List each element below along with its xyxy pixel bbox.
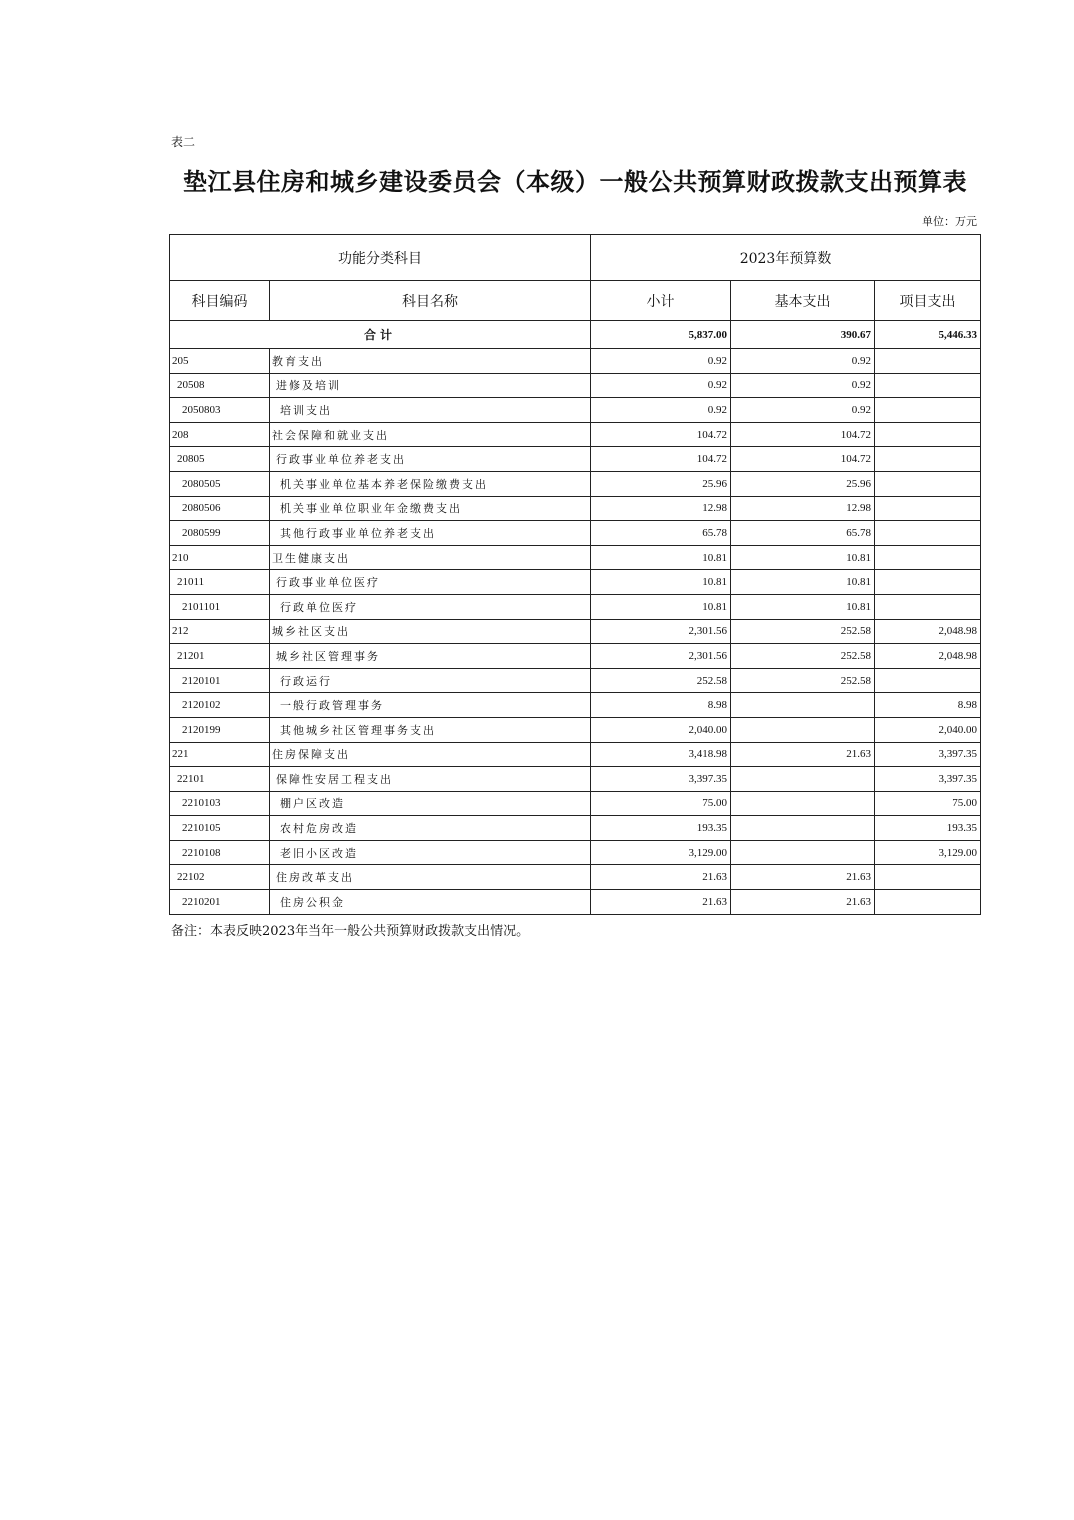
cell-name: 行政事业单位医疗 — [270, 570, 591, 595]
cell-project — [875, 521, 981, 546]
cell-project — [875, 594, 981, 619]
cell-subtotal: 10.81 — [591, 545, 731, 570]
budget-table — [169, 234, 981, 915]
cell-basic: 12.98 — [731, 496, 875, 521]
cell-code: 210 — [170, 545, 270, 570]
cell-name: 保障性安居工程支出 — [270, 767, 591, 792]
table-row — [170, 471, 981, 496]
cell-project — [875, 890, 981, 915]
cell-basic: 104.72 — [731, 447, 875, 472]
table-number-label: 表二 — [171, 135, 196, 149]
table-row — [170, 693, 981, 718]
header-category: 功能分类科目 — [170, 235, 591, 281]
cell-project — [875, 545, 981, 570]
cell-basic — [731, 816, 875, 841]
cell-project: 3,397.35 — [875, 742, 981, 767]
cell-project — [875, 349, 981, 374]
cell-name: 行政单位医疗 — [270, 594, 591, 619]
cell-subtotal: 75.00 — [591, 791, 731, 816]
cell-code: 2210103 — [170, 791, 270, 816]
cell-code: 2210108 — [170, 840, 270, 865]
table-row — [170, 447, 981, 472]
table-row — [170, 742, 981, 767]
table-row — [170, 594, 981, 619]
table-row — [170, 373, 981, 398]
cell-basic: 65.78 — [731, 521, 875, 546]
cell-project — [875, 373, 981, 398]
cell-name: 住房保障支出 — [270, 742, 591, 767]
cell-subtotal: 252.58 — [591, 668, 731, 693]
cell-name: 教育支出 — [270, 349, 591, 374]
cell-basic: 104.72 — [731, 422, 875, 447]
cell-project: 2,040.00 — [875, 717, 981, 742]
cell-code: 2120102 — [170, 693, 270, 718]
total-row — [170, 321, 981, 349]
cell-project — [875, 668, 981, 693]
header-budget-year: 2023年预算数 — [591, 235, 981, 281]
cell-subtotal: 2,301.56 — [591, 644, 731, 669]
unit-label: 单位：万元 — [922, 215, 977, 228]
cell-subtotal: 10.81 — [591, 594, 731, 619]
cell-code: 2080505 — [170, 471, 270, 496]
table-row — [170, 398, 981, 423]
cell-code: 2210201 — [170, 890, 270, 915]
cell-subtotal: 10.81 — [591, 570, 731, 595]
cell-name: 社会保障和就业支出 — [270, 422, 591, 447]
header-subtotal: 小计 — [591, 281, 731, 321]
table-row — [170, 496, 981, 521]
cell-subtotal: 0.92 — [591, 373, 731, 398]
cell-subtotal: 2,301.56 — [591, 619, 731, 644]
cell-project — [875, 422, 981, 447]
cell-name: 一般行政管理事务 — [270, 693, 591, 718]
cell-subtotal: 65.78 — [591, 521, 731, 546]
cell-name: 住房改革支出 — [270, 865, 591, 890]
table-row — [170, 619, 981, 644]
cell-subtotal: 104.72 — [591, 447, 731, 472]
remark-note: 备注：本表反映2023年当年一般公共预算财政拨款支出情况。 — [171, 924, 530, 939]
table-row — [170, 767, 981, 792]
table-row — [170, 545, 981, 570]
cell-name: 其他行政事业单位养老支出 — [270, 521, 591, 546]
cell-code: 221 — [170, 742, 270, 767]
cell-code: 2120101 — [170, 668, 270, 693]
cell-name: 住房公积金 — [270, 890, 591, 915]
cell-subtotal: 25.96 — [591, 471, 731, 496]
cell-project — [875, 471, 981, 496]
cell-code: 2080599 — [170, 521, 270, 546]
header-project: 项目支出 — [875, 281, 981, 321]
cell-code: 208 — [170, 422, 270, 447]
table-row — [170, 521, 981, 546]
cell-code: 22101 — [170, 767, 270, 792]
cell-subtotal: 8.98 — [591, 693, 731, 718]
cell-basic: 252.58 — [731, 644, 875, 669]
cell-name: 城乡社区管理事务 — [270, 644, 591, 669]
cell-subtotal: 3,129.00 — [591, 840, 731, 865]
cell-code: 2120199 — [170, 717, 270, 742]
table-row — [170, 570, 981, 595]
cell-code: 21201 — [170, 644, 270, 669]
cell-subtotal: 3,397.35 — [591, 767, 731, 792]
table-row — [170, 644, 981, 669]
table-row — [170, 422, 981, 447]
header-code: 科目编码 — [170, 281, 270, 321]
table-row — [170, 791, 981, 816]
cell-name: 机关事业单位职业年金缴费支出 — [270, 496, 591, 521]
cell-code: 2210105 — [170, 816, 270, 841]
table-row — [170, 816, 981, 841]
total-label: 合计 — [170, 321, 591, 349]
cell-basic: 21.63 — [731, 865, 875, 890]
cell-basic: 252.58 — [731, 668, 875, 693]
cell-project: 193.35 — [875, 816, 981, 841]
cell-code: 2080506 — [170, 496, 270, 521]
cell-subtotal: 12.98 — [591, 496, 731, 521]
cell-name: 其他城乡社区管理事务支出 — [270, 717, 591, 742]
cell-name: 培训支出 — [270, 398, 591, 423]
cell-subtotal: 0.92 — [591, 398, 731, 423]
cell-name: 行政事业单位养老支出 — [270, 447, 591, 472]
cell-subtotal: 0.92 — [591, 349, 731, 374]
cell-project: 8.98 — [875, 693, 981, 718]
cell-project — [875, 570, 981, 595]
cell-basic: 0.92 — [731, 349, 875, 374]
cell-code: 20508 — [170, 373, 270, 398]
cell-project: 3,397.35 — [875, 767, 981, 792]
cell-project: 2,048.98 — [875, 644, 981, 669]
cell-code: 20805 — [170, 447, 270, 472]
cell-project: 2,048.98 — [875, 619, 981, 644]
cell-code: 205 — [170, 349, 270, 374]
cell-basic — [731, 767, 875, 792]
cell-basic: 252.58 — [731, 619, 875, 644]
cell-basic — [731, 840, 875, 865]
total-project: 5,446.33 — [875, 321, 981, 349]
table-row — [170, 865, 981, 890]
cell-basic: 0.92 — [731, 398, 875, 423]
cell-subtotal: 21.63 — [591, 865, 731, 890]
page-title: 垫江县住房和城乡建设委员会（本级）一般公共预算财政拨款支出预算表 — [183, 167, 967, 196]
total-basic: 390.67 — [731, 321, 875, 349]
cell-code: 2101101 — [170, 594, 270, 619]
cell-basic: 21.63 — [731, 742, 875, 767]
cell-subtotal: 21.63 — [591, 890, 731, 915]
cell-subtotal: 2,040.00 — [591, 717, 731, 742]
cell-name: 机关事业单位基本养老保险缴费支出 — [270, 471, 591, 496]
cell-project — [875, 496, 981, 521]
cell-name: 卫生健康支出 — [270, 545, 591, 570]
cell-project — [875, 865, 981, 890]
cell-basic — [731, 791, 875, 816]
table-row — [170, 717, 981, 742]
cell-project: 75.00 — [875, 791, 981, 816]
table-row — [170, 668, 981, 693]
cell-basic — [731, 693, 875, 718]
header-name: 科目名称 — [270, 281, 591, 321]
cell-basic: 10.81 — [731, 570, 875, 595]
table-row — [170, 349, 981, 374]
cell-name: 老旧小区改造 — [270, 840, 591, 865]
cell-code: 212 — [170, 619, 270, 644]
cell-project: 3,129.00 — [875, 840, 981, 865]
cell-name: 进修及培训 — [270, 373, 591, 398]
cell-name: 城乡社区支出 — [270, 619, 591, 644]
cell-name: 农村危房改造 — [270, 816, 591, 841]
cell-basic: 0.92 — [731, 373, 875, 398]
cell-code: 21011 — [170, 570, 270, 595]
cell-subtotal: 193.35 — [591, 816, 731, 841]
table-row — [170, 840, 981, 865]
cell-basic: 21.63 — [731, 890, 875, 915]
table-row — [170, 890, 981, 915]
header-basic: 基本支出 — [731, 281, 875, 321]
cell-project — [875, 398, 981, 423]
cell-name: 棚户区改造 — [270, 791, 591, 816]
cell-name: 行政运行 — [270, 668, 591, 693]
cell-basic: 10.81 — [731, 594, 875, 619]
total-subtotal: 5,837.00 — [591, 321, 731, 349]
cell-project — [875, 447, 981, 472]
cell-basic — [731, 717, 875, 742]
cell-subtotal: 104.72 — [591, 422, 731, 447]
cell-basic: 25.96 — [731, 471, 875, 496]
cell-code: 2050803 — [170, 398, 270, 423]
cell-basic: 10.81 — [731, 545, 875, 570]
cell-code: 22102 — [170, 865, 270, 890]
cell-subtotal: 3,418.98 — [591, 742, 731, 767]
